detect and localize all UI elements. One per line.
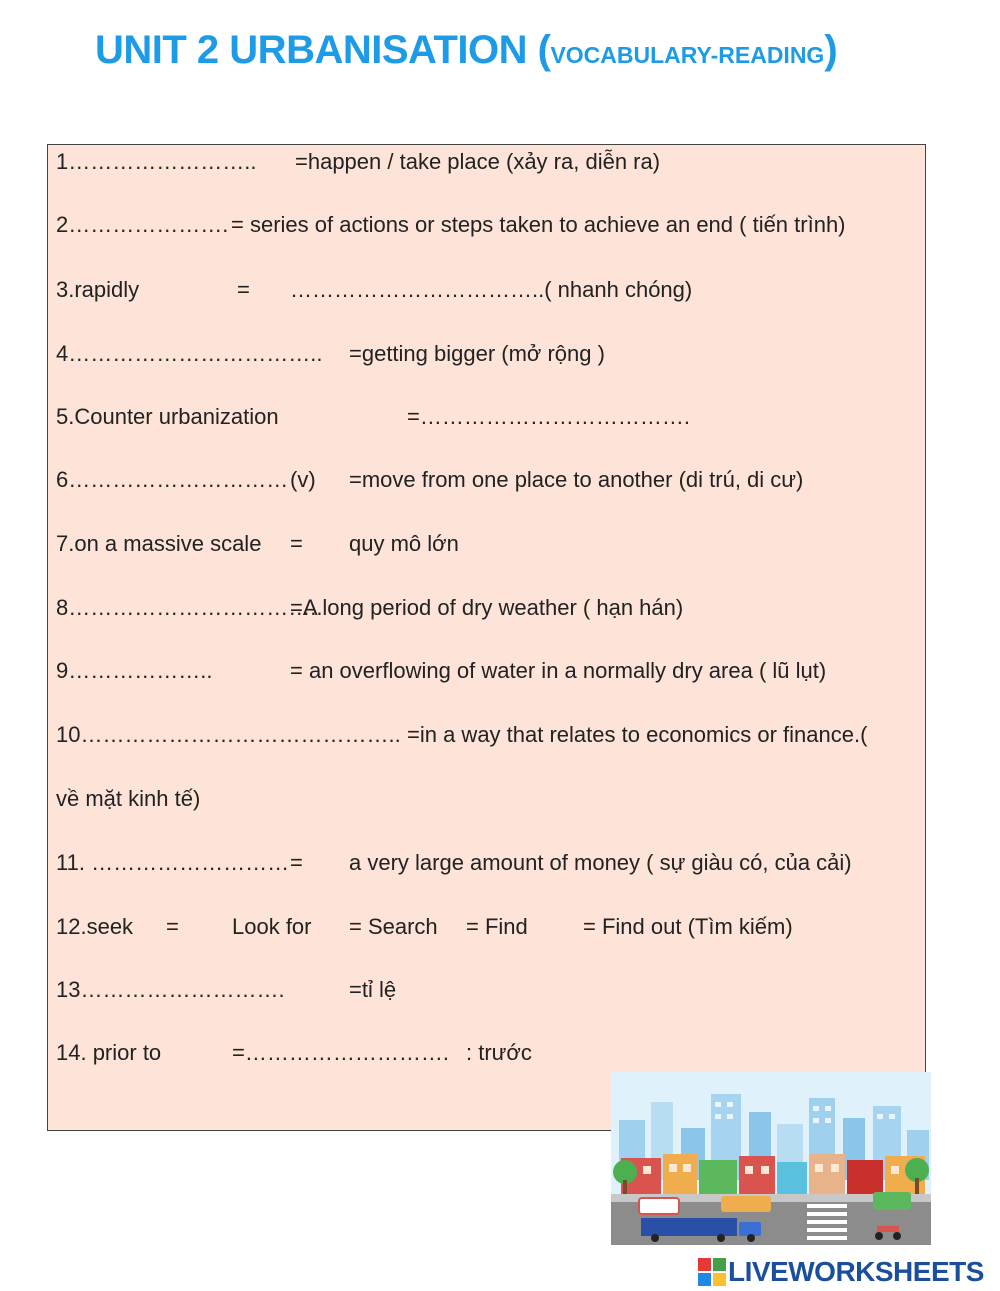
title-main: UNIT 2 URBANISATION — [95, 28, 538, 72]
item-12-equals: = — [166, 914, 179, 939]
item-6-term: 6………………………… — [56, 467, 289, 492]
item-10-term: 10…………………………………….. — [56, 722, 401, 747]
item-5-definition: =………………………………. — [407, 404, 690, 429]
item-7-equals: = — [290, 531, 303, 556]
city-illustration — [611, 1072, 931, 1245]
item-14-blank: =………………………. — [232, 1040, 449, 1065]
item-12-term: 12.seek — [56, 914, 134, 939]
worksheet-title — [95, 28, 837, 73]
item-8-definition: =A long period of dry weather ( hạn hán) — [290, 595, 684, 620]
item-6-definition: =move from one place to another (di trú, di cư) — [349, 467, 804, 492]
item-14-definition: : trước — [466, 1040, 532, 1065]
item-12-synonym-1: Look for — [232, 914, 312, 939]
item-11-equals: = — [290, 850, 303, 875]
item-9-definition: = an overflowing of water in a normally dry area ( lũ lụt) — [290, 658, 827, 683]
item-3-equals: = — [237, 277, 250, 302]
item-7-definition: quy mô lớn — [349, 531, 459, 556]
item-13-definition: =tỉ lệ — [349, 977, 397, 1002]
item-13-term: 13………………………. — [56, 977, 285, 1002]
item-6-part-of-speech: (v) — [290, 467, 316, 492]
title-open-paren: ( — [537, 28, 551, 72]
item-1-definition: =happen / take place (xảy ra, diễn ra) — [295, 149, 661, 174]
brand-name: LIVEWORKSHEETS — [728, 1256, 984, 1287]
liveworksheets-logo-icon — [698, 1258, 726, 1286]
item-11-term: 11. ……………………… — [56, 850, 290, 875]
item-8-term: 8…………………………….. — [56, 595, 323, 620]
item-2-definition: = series of actions or steps taken to achieve an end ( tiến trình) — [231, 212, 846, 237]
item-7-term: 7.on a massive scale — [56, 531, 262, 556]
item-4-definition: =getting bigger (mở rộng ) — [349, 341, 605, 366]
item-3-term: 3.rapidly — [56, 277, 140, 302]
title-subtitle: VOCABULARY-READING — [550, 42, 825, 68]
item-5-term: 5.Counter urbanization — [56, 404, 279, 429]
title-close-paren: ) — [824, 28, 838, 72]
item-1-term: 1…………………….. — [56, 149, 257, 174]
item-14-term: 14. prior to — [56, 1040, 162, 1065]
item-10-definition-continued: về mặt kinh tế) — [56, 786, 201, 811]
item-4-term: 4…………………………….. — [56, 341, 323, 366]
item-3-definition: ……………………………..( nhanh chóng) — [290, 277, 693, 302]
item-12-synonym-4: = Find out (Tìm kiếm) — [583, 914, 793, 939]
item-2-term: 2…………………. — [56, 212, 229, 237]
item-12-synonym-3: = Find — [466, 914, 528, 939]
item-12-synonym-2: = Search — [349, 914, 438, 939]
item-11-definition: a very large amount of money ( sự giàu có, của cải) — [349, 850, 852, 875]
item-10-definition: =in a way that relates to economics or finance.( — [407, 722, 868, 747]
item-9-term: 9……………….. — [56, 658, 213, 683]
